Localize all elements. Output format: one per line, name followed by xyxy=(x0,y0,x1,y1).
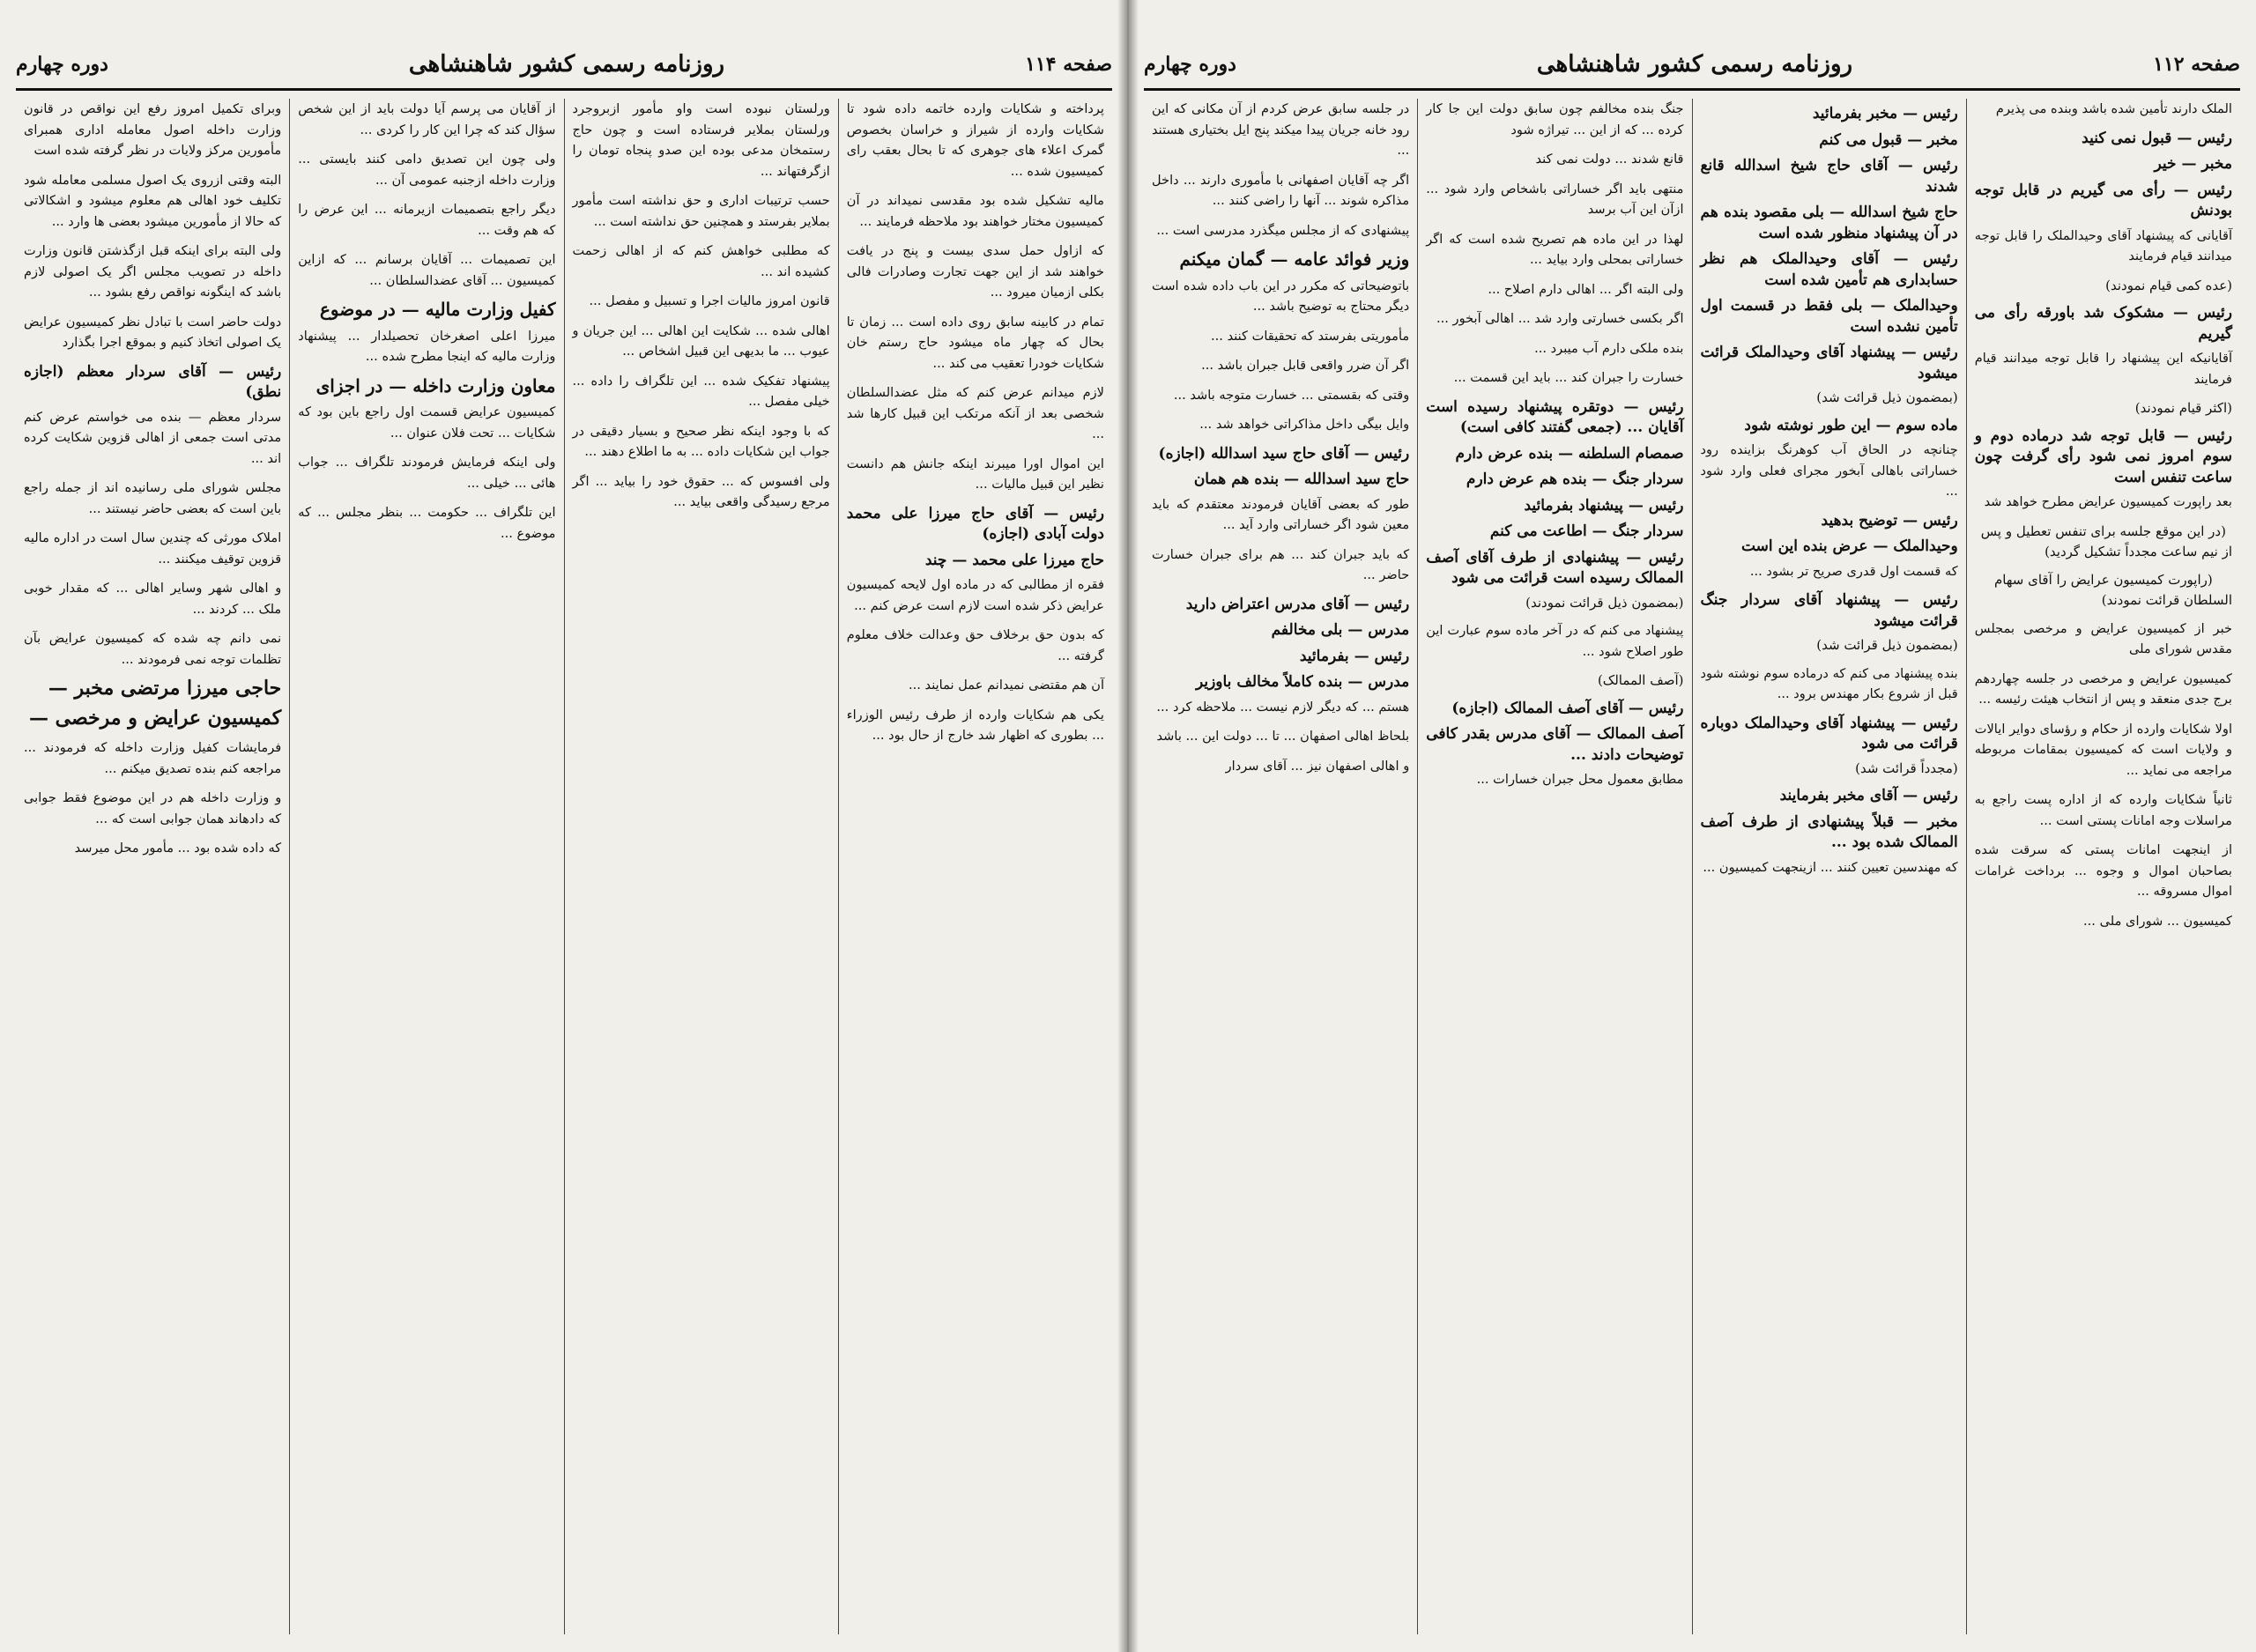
speaker-line: رئیس — مخبر بفرمائید xyxy=(1812,105,1958,122)
text-column xyxy=(1692,99,1966,1634)
speaker-line: رئیس — رأی می گیریم در قابل توجه بودنش xyxy=(1974,181,2232,219)
paragraph: از آقایان می پرسم آیا دولت باید از این شخص سؤال کند که چرا این کار را کردی ... xyxy=(298,101,556,137)
page-number: صفحه ۱۱۴ xyxy=(1025,53,1112,76)
paragraph: کمیسیون عرایض و مرخصی در جلسه چهاردهم برج جدی منعقد و پس از انتخاب هیئت رئیسه ... xyxy=(1974,670,2232,707)
paragraph: سردار معظم — بنده می خواستم عرض کنم مدتی است جمعی از اهالی قزوین شکایت کرده اند ... xyxy=(24,409,282,466)
paragraph: در جلسه سابق عرض کردم از آن مکانی که این رود خانه جریان پیدا میکند پنج ایل بختیاری هستند ... xyxy=(1152,101,1410,158)
speaker-line: رئیس — آقای مخبر بفرمایند xyxy=(1779,787,1958,804)
speaker-line: صمصام السلطنه — بنده عرض دارم xyxy=(1455,444,1684,463)
parenthetical-note: (بمضمون ذیل قرائت نمودند) xyxy=(1525,594,1684,611)
text-column xyxy=(289,99,563,1634)
speaker-line: رئیس — توضیح بدهید xyxy=(1821,511,1958,530)
paragraph: که مطلبی خواهش کنم که از اهالی زحمت کشیده اند ... xyxy=(572,243,830,279)
paragraph: وبرای تکمیل امروز رفع این نواقص در قانون وزارت داخله اصول معامله اداری همبرای مأمورین مرکز ولایات در نظر گرفته شده است xyxy=(24,101,282,158)
paragraph: این تصمیمات ... آقایان برسانم ... که ازاین کمیسیون ... آقای عضدالسلطان ... xyxy=(298,252,556,288)
paragraph: بنده ملکی دارم آب میبرد ... xyxy=(1534,340,1684,356)
speaker-line: رئیس — آقای سردار معظم (اجازه نطق) xyxy=(24,362,282,401)
paragraph: اهالی شده ... شکایت این اهالی ... این جریان و عیوب ... ما بدیهی این قبیل اشخاص ... xyxy=(572,322,830,359)
right-page-header xyxy=(1144,42,2240,86)
text-column xyxy=(564,99,838,1634)
speaker-line: وحیدالملک — عرض بنده این است xyxy=(1740,537,1958,555)
paragraph: مطابق معمول محل جبران خسارات ... xyxy=(1476,772,1684,787)
paragraph: ولی افسوس که ... حقوق خود را بیاید ... اگر مرجع رسیدگی واقعی بیاید ... xyxy=(572,473,830,509)
speaker-line: مخبر — خیر xyxy=(2154,155,2232,173)
paragraph: که داده شده بود ... مأمور محل میرسد xyxy=(74,841,282,856)
paragraph: لهذا در این ماده هم تصریح شده است که اگر خساراتی بمحلی وارد بیاید ... xyxy=(1426,231,1684,267)
paragraph: پیشنهاد تفکیک شده ... این تلگراف را داده ... خیلی مفصل ... xyxy=(572,373,830,409)
paragraph: دیگر راجع بتصمیمات ازیرمانه ... این عرض را که هم وقت ... xyxy=(298,202,556,238)
paragraph: پرداخته و شکایات وارده خاتمه داده شود تا شکایات وارده از شیراز و خراسان بخصوص گمرک اعلاء های جوهری که تا بحال بعقب رای کمیسیون شده ... xyxy=(846,101,1104,179)
paragraph: هستم ... که دیگر لازم نیست ... ملاحظه کرد ... xyxy=(1156,699,1410,715)
paragraph: این تلگراف ... حکومت ... بنظر مجلس ... که موضوع ... xyxy=(298,505,556,541)
speaker-line: مخبر — قبلاً پیشنهادی از طرف آصف الممالک شده بود ... xyxy=(1700,812,1958,851)
parenthetical-note: (راپورت کمیسیون عرایض را آقای سهام السلطان قرائت نمودند) xyxy=(1994,571,2232,608)
speaker-line: مخبر — قبول می کنم xyxy=(1819,130,1958,149)
text-column xyxy=(838,99,1112,1634)
speaker-line: سردار جنگ — اطاعت می کنم xyxy=(1489,522,1684,540)
speaker-line: آصف الممالک — آقای مدرس بقدر کافی توضیحات دادند ... xyxy=(1426,725,1684,764)
page-gutter-shadow xyxy=(1117,0,1139,1652)
paragraph: البته وقتی ازروی یک اصول مسلمی معامله شود تکلیف خود اهالی هم معلوم میشود و اشکالاتی که حالا از مأمورین میشود بعضی ها وارد ... xyxy=(24,172,282,229)
paragraph: اگر آن ضرر واقعی قابل جبران باشد ... xyxy=(1201,358,1410,373)
speaker-line: رئیس — قبول نمی کنید xyxy=(2082,129,2232,147)
paragraph: اگر چه آقایان اصفهانی با مأموری دارند ... داخل مذاکره شوند ... آنها را راضی کنند ... xyxy=(1152,172,1410,208)
paragraph: قانع شدند ... دولت نمی کند xyxy=(1535,152,1684,167)
speaker-line: رئیس — پیشنهاد آقای سردار جنگ قرائت میشود xyxy=(1700,591,1958,630)
speaker-line: رئیس — آقای حاج شیخ اسدالله قانع شدند xyxy=(1700,157,1958,196)
paragraph: این اموال اورا میبرند اینکه جانش هم دانست نظیر این قبیل مالیات ... xyxy=(846,456,1104,492)
left-page-header xyxy=(16,42,1112,86)
paragraph: بلحاظ اهالی اصفهان ... تا ... دولت این ... باشد xyxy=(1156,729,1410,744)
speaker-line: سردار جنگ — بنده هم عرض دارم xyxy=(1466,470,1684,488)
paragraph: ولی اینکه فرمایش فرمودند تلگراف ... جواب هائی ... خیلی ... xyxy=(298,455,556,491)
speaker-line: رئیس — آقای آصف الممالک (اجازه) xyxy=(1451,699,1684,717)
paragraph: جنگ بنده مخالفم چون سابق دولت این جا کار کرده ... که از این ... تیراژه شود xyxy=(1426,101,1684,137)
speaker-line: رئیس — بفرمائید xyxy=(1299,647,1410,665)
paragraph: طور که بعضی آقایان فرمودند معتقدم که باید معین شود اگر خساراتی وارد آید ... xyxy=(1152,496,1410,532)
paragraph: وقتی که بقسمتی ... خسارت متوجه باشد ... xyxy=(1173,387,1410,403)
parenthetical-note: (در این موقع جلسه برای تنفس تعطیل و پس از نیم ساعت مجدداً تشکیل گردید) xyxy=(1980,522,2232,559)
parenthetical-note: (عده کمی قیام نمودند) xyxy=(2105,277,2232,293)
paragraph: ولی البته برای اینکه قبل ازگذشتن قانون وزارت داخله در تصویب مجلس اگر یک اصولی لازم باشد که اینگونه نواقص رفع بشود ... xyxy=(24,243,282,300)
speaker-line: حاج میرزا علی محمد — چند xyxy=(924,551,1104,569)
speaker-line: رئیس — قابل توجه شد درماده دوم و سوم امروز نمی شود رأی گرفت چون ساعت تنفس است xyxy=(1974,426,2232,486)
paper-title: روزنامه رسمی کشور شاهنشاهی xyxy=(1536,51,1853,78)
parenthetical-note: (آصف الممالک) xyxy=(1597,672,1684,688)
text-column xyxy=(16,99,289,1634)
paragraph: مأموریتی بفرستد که تحقیقات کنند ... xyxy=(1211,328,1410,344)
section-heading: معاون وزارت داخله — در اجزای xyxy=(315,374,556,396)
paragraph: نمی دانم چه شده که کمیسیون عرایض بآن تظلمات توجه نمی فرمودند ... xyxy=(24,631,282,667)
speaker-line: رئیس — پیشنهاد آقای وحیدالملک دوباره قرائت می شود xyxy=(1700,714,1958,752)
speaker-line: حاج سید اسدالله — بنده هم همان xyxy=(1193,470,1410,488)
paragraph: لازم میدانم عرض کنم که مثل عضدالسلطان شخصی بعد از آنکه مرتکب این قبیل کارها شد ... xyxy=(846,385,1104,441)
paragraph: مجلس شورای ملی رسانیده اند از جمله راجع باین است که بعضی حاضر نیستند ... xyxy=(24,480,282,516)
paragraph: پیشنهاد می کنم که در آخر ماده سوم عبارت این طور اصلاح شود ... xyxy=(1426,623,1684,659)
page-number: صفحه ۱۱۲ xyxy=(2153,53,2240,76)
speaker-line: رئیس — آقای حاج میرزا علی محمد دولت آبادی (اجازه) xyxy=(846,504,1104,543)
paragraph: از اینجهت امانات پستی که سرقت شده بصاحبان اموال و وجوه ... برداخت غرامات اموال مسروقه ... xyxy=(1974,842,2232,899)
paragraph: که با وجود اینکه نظر صحیح و بسیار دقیقی در جواب این شکایات داده ... به ما اطلاع دهند ... xyxy=(572,423,830,459)
paragraph: بنده پیشنهاد می کنم که درماده سوم نوشته شود قبل از شروع بکار مهندس برود ... xyxy=(1700,665,1958,701)
paragraph: که بدون حق برخلاف حق وعدالت خلاف معلوم گرفته ... xyxy=(846,627,1104,663)
speaker-line: رئیس — پیشنهاد آقای وحیدالملک قرائت میشود xyxy=(1700,344,1958,382)
section-heading: وزیر فوائد عامه — گمان میکنم xyxy=(1179,248,1410,270)
parenthetical-note: (اکثر قیام نمودند) xyxy=(2134,400,2232,416)
paragraph: و اهالی شهر وسایر اهالی ... که مقدار خوبی ملک ... کردند ... xyxy=(24,581,282,617)
paragraph: و اهالی اصفهان نیز ... آقای سردار xyxy=(1225,758,1410,774)
paragraph: پیشنهادی که از مجلس میگذرد مدرسی است ... xyxy=(1156,222,1410,238)
paragraph: که قسمت اول قدری صریح تر بشود ... xyxy=(1749,563,1958,579)
parenthetical-note: (مجدداً قرائت شد) xyxy=(1855,759,1958,776)
paragraph: فقره از مطالبی که در ماده اول لایحه کمیسیون عرایض ذکر شده است لازم است عرض کنم ... xyxy=(846,577,1104,613)
paragraph: منتهی باید اگر خساراتی باشخاص وارد شود ... ازآن این آب برسد xyxy=(1426,181,1684,217)
paragraph: حسب ترتیبات اداری و حق نداشته است مأمور بملایر بفرستد و همچنین حق نداشته است ... xyxy=(572,193,830,229)
paragraph: میرزا اعلی اصغرخان تحصیلدار ... پیشنهاد وزارت مالیه که اینجا مطرح شده ... xyxy=(298,328,556,364)
speaker-line: مدرس — بلی مخالفم xyxy=(1271,621,1410,639)
paragraph: چنانچه در الحاق آب کوهرنگ بزاینده رود خساراتی باهالی آبخور مجرای فعلی وارد شود ... xyxy=(1700,442,1958,499)
section-heading: کفیل وزارت مالیه — در موضوع xyxy=(319,299,556,320)
paragraph: کمیسیون عرایض قسمت اول راجع باین بود که شکایات ... تحت فلان عنوان ... xyxy=(298,404,556,441)
speaker-line: رئیس — آقای حاج سید اسدالله (اجازه) xyxy=(1158,444,1410,463)
paragraph: ولی البته اگر ... اهالی دارم اصلاح ... xyxy=(1488,281,1684,297)
period-label: دوره چهارم xyxy=(16,53,108,76)
speaker-line: وحیدالملک — بلی فقط در قسمت اول تأمین نشده است xyxy=(1700,297,1958,336)
parenthetical-note: (بمضمون ذیل قرائت شد) xyxy=(1816,637,1958,653)
speaker-line: رئیس — آقای وحیدالملک هم نظر حسابداری هم تأمین شده است xyxy=(1700,250,1958,289)
speaker-line: رئیس — آقای مدرس اعتراض دارید xyxy=(1185,595,1410,613)
paragraph: که ازاول حمل سدی بیست و پنج در یافت خواهند شد از این جهت تجارت وصادرات فالی بکلی ازمیان میرود ... xyxy=(846,243,1104,300)
paragraph: که باید جبران کند ... هم برای جبران خسارت حاضر ... xyxy=(1152,546,1410,582)
paragraph: وایل بیگی داخل مذاکراتی خواهد شد ... xyxy=(1199,417,1410,432)
right-page xyxy=(1128,0,2256,1652)
paragraph: فرمایشات کفیل وزارت داخله که فرمودند ... مراجعه کنم بنده تصدیق میکنم ... xyxy=(24,740,282,776)
speaker-line: حاج شیخ اسدالله — بلی مقصود بنده هم در آن پیشنهاد منظور شده است xyxy=(1700,204,1958,242)
bold-heading: حاجی میرزا مرتضی مخبر — xyxy=(48,677,282,700)
right-page-columns xyxy=(1144,99,2240,1634)
paragraph: و وزارت داخله هم در این موضوع فقط جوابی که دادهاند همان جوابی است که ... xyxy=(24,790,282,826)
header-rule xyxy=(16,88,1112,91)
header-rule xyxy=(1144,88,2240,91)
speaker-line: رئیس — دوتقره پیشنهاد رسیده است آقایان ... (جمعی گفتند کافی است) xyxy=(1426,397,1684,436)
paragraph: دولت حاضر است با تبادل نظر کمیسیون عرایض یک اصولی اتخاذ کنیم و بموقع اجرا بگذارد xyxy=(24,314,282,350)
text-column xyxy=(1417,99,1691,1634)
paper-title: روزنامه رسمی کشور شاهنشاهی xyxy=(408,51,725,78)
left-page-columns xyxy=(16,99,1112,1634)
text-column xyxy=(1144,99,1417,1634)
speaker-line: رئیس — مشکوک شد باورقه رأی می گیریم xyxy=(1974,304,2232,343)
paragraph: مالیه تشکیل شده بود مقدسی نمیداند در آن کمیسیون مختار خواهند بود ملاحظه فرمایند ... xyxy=(846,193,1104,229)
paragraph: آن هم مقتضی نمیدانم عمل نمایند ... xyxy=(908,678,1104,693)
bold-heading: کمیسیون عرایض و مرخصی — xyxy=(28,706,282,730)
parenthetical-note: (بمضمون ذیل قرائت شد) xyxy=(1816,389,1958,405)
paragraph: بعد راپورت کمیسیون عرایض مطرح خواهد شد xyxy=(1984,494,2232,509)
paragraph: الملک دارند تأمین شده باشد وبنده می پذیرم xyxy=(1995,101,2232,116)
paragraph: که مهندسین تعیین کنند ... ازینجهت کمیسیون ... xyxy=(1703,859,1958,875)
paragraph: قانون امروز مالیات اجرا و تسبیل و مفصل ... xyxy=(589,293,830,308)
period-label: دوره چهارم xyxy=(1144,53,1236,76)
speaker-line: ماده سوم — این طور نوشته شود xyxy=(1744,416,1958,434)
paragraph: تمام در کابینه سابق روی داده است ... زمان تا بحال که چهار ماه میشود حاج رستم خان شکایات خودرا تعقیب می کند ... xyxy=(846,314,1104,371)
paragraph: یکی هم شکایات وارده از طرف رئیس الوزراء ... بطوری که اظهار شد خارج از حال بود ... xyxy=(846,707,1104,743)
paragraph: املاک مورثی که چندین سال است در اداره مالیه قزوین توقیف میکنند ... xyxy=(24,530,282,567)
paragraph: باتوضیحاتی که مکرر در این باب داده شده است دیگر محتاج به توضیح باشد ... xyxy=(1152,278,1410,314)
paragraph: ولی چون این تصدیق دامی کنند بایستی ... وزارت داخله ازجنبه عمومی آن ... xyxy=(298,152,556,188)
paragraph: آقایانی که پیشنهاد آقای وحیدالملک را قابل توجه میدانند قیام فرمایند xyxy=(1974,227,2232,263)
paragraph: خسارت را جبران کند ... باید این قسمت ... xyxy=(1453,370,1684,385)
paragraph: ورلستان نبوده است واو مأمور ازبروجرد ورلستان بملایر فرستاده است و چون حاج رستمخان مدعی بوده این صدو پنجاه تومان را ازگرفتهاند ... xyxy=(572,101,830,179)
paragraph: ثانیاً شکایات وارده که از اداره پست راجع به مراسلات وجه امانات پستی است ... xyxy=(1974,792,2232,828)
speaker-line: مدرس — بنده کاملاً مخالف باوزیر xyxy=(1195,673,1410,691)
paragraph: آقایانیکه این پیشنهاد را قابل توجه میدانند قیام فرمایند xyxy=(1974,351,2232,387)
paragraph: کمیسیون ... شورای ملی ... xyxy=(2083,913,2232,929)
speaker-line: رئیس — پیشنهادی از طرف آقای آصف الممالک رسیده است قرائت می شود xyxy=(1426,548,1684,587)
paragraph: اگر بکسی خسارتی وارد شد ... اهالی آبخور ... xyxy=(1436,311,1684,326)
paragraph: اولا شکایات وارده از حکام و رؤسای دوایر ایالات و ولایات است که کمیسیون بمقامات مربوطه مراجعه می نماید ... xyxy=(1974,721,2232,778)
text-column xyxy=(1966,99,2240,1634)
speaker-line: رئیس — پیشنهاد بفرمائید xyxy=(1524,496,1684,515)
paragraph: خبر از کمیسیون عرایض و مرخصی بمجلس مقدس شورای ملی xyxy=(1974,620,2232,656)
